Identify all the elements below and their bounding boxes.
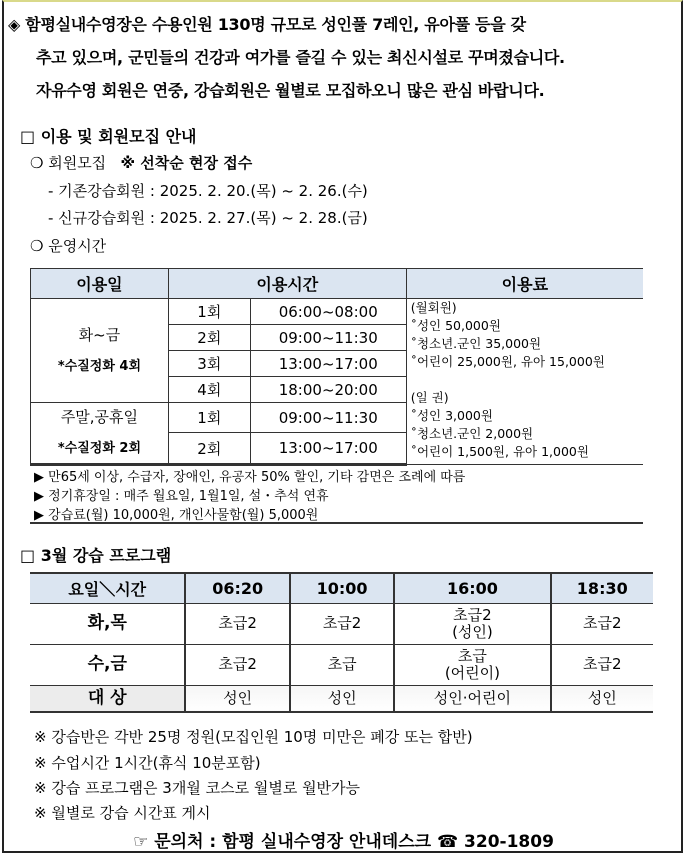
- new-member-dates: - 신규강습회원 : 2025. 2. 27.(목) ~ 2. 28.(금): [48, 209, 368, 227]
- divider: [30, 522, 643, 524]
- weekend-note: *수질정화 2회: [57, 441, 142, 456]
- header-time: 16:00: [394, 573, 550, 603]
- session-number: 3회: [168, 351, 250, 377]
- fee-line: (일 권): [410, 390, 449, 405]
- header-day-time: 요일＼시간: [30, 573, 185, 603]
- session-number: 2회: [168, 433, 250, 465]
- diamond-bullet-icon: ◈: [8, 15, 21, 34]
- target-cell: 성인: [551, 685, 653, 712]
- header-time: 18:30: [551, 573, 653, 603]
- fee-line: ˚어린이 25,000원, 유아 15,000원: [410, 354, 605, 369]
- section-title-usage: □ 이용 및 회원모집 안내: [20, 127, 197, 146]
- fee-line: ˚성인 50,000원: [410, 318, 501, 333]
- class-cell: 초급2: [290, 603, 394, 644]
- session-number: 1회: [168, 403, 250, 433]
- header-day: 이용일: [31, 269, 169, 299]
- intro-text: 함평실내수영장은 수용인원 130명 규모로 성인풀 7레인, 유아풀 등을 갖: [25, 15, 526, 34]
- session-time: 13:00~17:00: [250, 351, 406, 377]
- header-fee: 이용료: [406, 269, 643, 299]
- session-time: 13:00~17:00: [250, 433, 406, 465]
- session-number: 4회: [168, 377, 250, 403]
- class-cell: 초급: [290, 644, 394, 685]
- intro-line-1: [8, 12, 526, 35]
- weekend-label: 주말,공휴일: [60, 408, 139, 426]
- fee-line: ˚성인 3,000원: [410, 408, 493, 423]
- session-time: 06:00~08:00: [250, 299, 406, 325]
- weekday-cell: [31, 299, 169, 403]
- intro-line-2: 추고 있으며, 군민들의 건강과 여가를 즐길 수 있는 최신시설로 꾸며졌습니다.: [36, 48, 565, 67]
- weekday-label: 화~금: [78, 325, 121, 344]
- intro-line-3: 자유수영 회원은 연중, 강습회원은 월별로 모집하오니 많은 관심 바랍니다.: [36, 81, 545, 100]
- note-lesson-fee: ▶ 강습료(월) 10,000원, 개인사물함(월) 5,000원: [34, 508, 319, 523]
- fee-line: ˚어린이 1,500원, 유아 1,000원: [410, 444, 589, 459]
- section-title-program: □ 3월 강습 프로그램: [20, 546, 172, 565]
- note-timetable: ※ 월별로 강습 시간표 게시: [34, 804, 211, 822]
- note-discount: ▶ 만65세 이상, 수급자, 장애인, 유공자 50% 할인, 기타 감면은 조례에 따름: [34, 470, 466, 485]
- class-cell: 초급2: [551, 603, 653, 644]
- contact-info: ☞ 문의처 : 함평 실내수영장 안내데스크 ☎ 320-1809: [133, 832, 554, 852]
- class-cell: 초급2: [551, 644, 653, 685]
- weekend-cell: [31, 403, 169, 465]
- header-time: 이용시간: [168, 269, 406, 299]
- header-time: 10:00: [290, 573, 394, 603]
- note-program-course: ※ 강습 프로그램은 3개월 코스로 월별로 월반가능: [34, 779, 361, 797]
- session-time: 18:00~20:00: [250, 377, 406, 403]
- target-cell: 성인: [290, 685, 394, 712]
- session-number: 1회: [168, 299, 250, 325]
- existing-member-dates: - 기존강습회원 : 2025. 2. 20.(목) ~ 2. 26.(수): [48, 182, 368, 200]
- usage-table: [30, 268, 643, 466]
- row-header: 화,목: [30, 603, 185, 644]
- class-cell: 초급 (어린이): [394, 644, 550, 685]
- note-class-size: ※ 강습반은 각반 25명 정원(모집인원 10명 미만은 폐강 또는 합반): [34, 728, 473, 746]
- row-header: 수,금: [30, 644, 185, 685]
- hours-heading: ❍ 운영시간: [30, 237, 107, 255]
- class-cell: 초급2: [185, 603, 289, 644]
- fee-spacer: [411, 371, 643, 389]
- weekday-note: *수질정화 4회: [57, 358, 142, 374]
- fee-line: (월회원): [410, 300, 457, 315]
- fee-cell: [406, 299, 643, 465]
- target-cell: 성인: [185, 685, 289, 712]
- session-time: 09:00~11:30: [250, 403, 406, 433]
- target-row: [30, 685, 653, 712]
- target-cell: 성인·어린이: [394, 685, 550, 712]
- recruit-heading: [30, 152, 252, 173]
- row-header: 대 상: [30, 685, 185, 712]
- session-time: 09:00~11:30: [250, 325, 406, 351]
- note-class-duration: ※ 수업시간 1시간(휴식 10분포함): [34, 754, 261, 772]
- class-cell: 초급2: [185, 644, 289, 685]
- recruit-note: ※ 선착순 현장 접수: [120, 154, 253, 172]
- table-row: [30, 603, 653, 644]
- program-table: [30, 572, 653, 713]
- table-row: [30, 644, 653, 685]
- recruit-label: ❍ 회원모집: [30, 154, 107, 172]
- session-number: 2회: [168, 325, 250, 351]
- fee-line: ˚청소년.군인 2,000원: [410, 426, 534, 441]
- class-cell: 초급2 (성인): [394, 603, 550, 644]
- header-time: 06:20: [185, 573, 289, 603]
- note-closed-days: ▶ 정기휴장일 : 매주 월요일, 1월1일, 설・추석 연휴: [34, 489, 329, 504]
- fee-line: ˚청소년.군인 35,000원: [410, 336, 542, 351]
